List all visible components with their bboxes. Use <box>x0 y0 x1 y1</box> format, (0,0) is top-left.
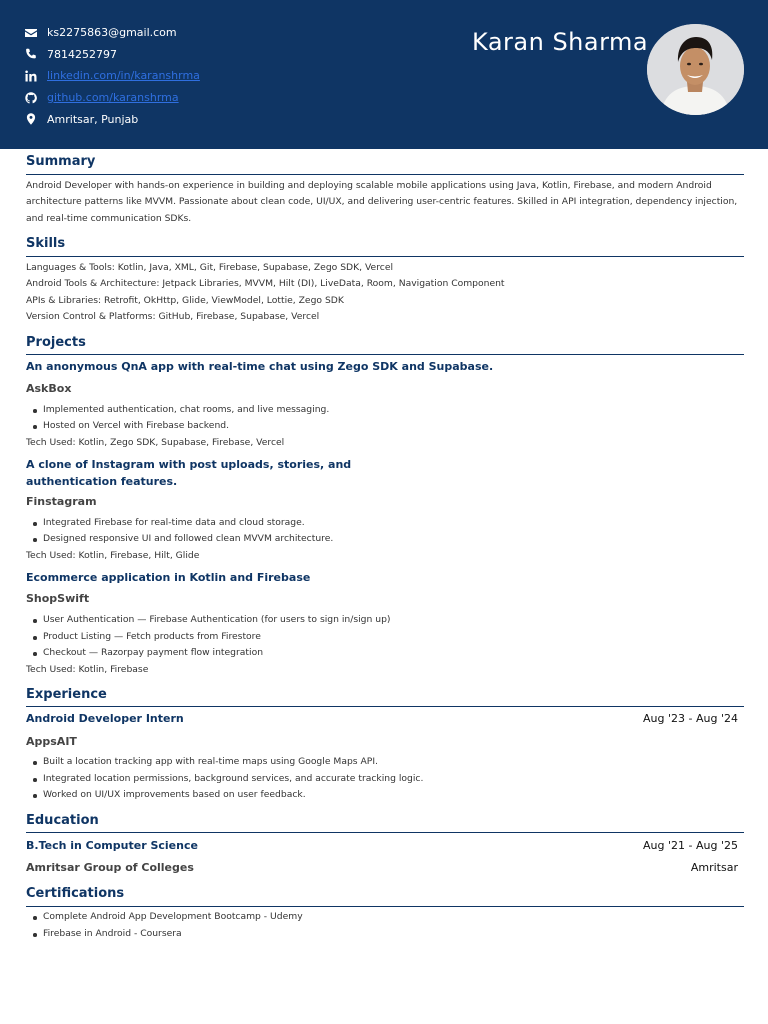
contact-list <box>24 22 200 130</box>
skills-line: Languages & Tools: Kotlin, Java, XML, Git, Firebase, Supabase, Zego SDK, Vercel <box>26 262 394 273</box>
project-name: ShopSwift <box>26 592 90 605</box>
skills-line: Android Tools & Architecture: Jetpack Libraries, MVVM, Hilt (DI), LiveData, Room, Navigation Component <box>26 278 505 289</box>
school-location: Amritsar <box>690 861 738 874</box>
job-dates: Aug '23 - Aug '24 <box>643 712 738 725</box>
projects-heading: Projects <box>26 335 86 350</box>
list-item: Built a location tracking app with real-time maps using Google Maps API. <box>43 756 378 767</box>
email-text: ks2275863@gmail.com <box>47 26 177 40</box>
contact-email <box>24 22 200 44</box>
map-pin-icon <box>24 112 38 126</box>
linkedin-icon <box>24 69 38 83</box>
education-dates: Aug '21 - Aug '25 <box>643 839 738 852</box>
certifications-divider <box>26 906 744 907</box>
list-item: Implemented authentication, chat rooms, and live messaging. <box>43 404 330 415</box>
contact-linkedin <box>24 65 200 87</box>
list-item: Product Listing — Fetch products from Firestore <box>43 631 261 642</box>
contact-github <box>24 87 200 109</box>
list-item: Worked on UI/UX improvements based on user feedback. <box>43 789 306 800</box>
linkedin-link[interactable]: linkedin.com/in/karanshrma <box>47 69 200 83</box>
projects-divider <box>26 354 744 355</box>
list-item: Designed responsive UI and followed clean MVVM architecture. <box>43 533 334 544</box>
list-item: Firebase in Android - Coursera <box>43 928 182 939</box>
school-name: Amritsar Group of Colleges <box>26 861 194 874</box>
skills-divider <box>26 256 744 257</box>
github-icon <box>24 91 38 105</box>
summary-heading: Summary <box>26 154 96 169</box>
person-name: Karan Sharma <box>472 28 649 56</box>
experience-divider <box>26 706 744 707</box>
avatar <box>647 24 744 115</box>
location-text: Amritsar, Punjab <box>47 112 139 126</box>
summary-divider <box>26 174 744 175</box>
project-title: Ecommerce application in Kotlin and Firebase <box>26 571 311 584</box>
project-title: An anonymous QnA app with real-time chat using Zego SDK and Supabase. <box>26 360 494 373</box>
project-title: A clone of Instagram with post uploads, stories, and authentication features. <box>26 458 352 488</box>
project-name: Finstagram <box>26 495 97 508</box>
experience-heading: Experience <box>26 687 107 702</box>
envelope-icon <box>24 26 38 40</box>
resume-header <box>0 0 768 149</box>
tech-used: Tech Used: Kotlin, Firebase, Hilt, Glide <box>26 550 200 561</box>
profile-photo <box>647 24 744 115</box>
tech-used: Tech Used: Kotlin, Firebase <box>26 664 149 675</box>
job-role: Android Developer Intern <box>26 712 184 725</box>
list-item: Integrated Firebase for real-time data and cloud storage. <box>43 517 305 528</box>
summary-text: Android Developer with hands-on experience in building and deploying scalable mobile applications using Java, Kotlin, Firebase, and modern Android architecture patterns like MVVM. Passionate about clean code, UI/UX, and delivering user-centric features. Skilled in API integration, dependency injection, and real-time communication SDKs. <box>26 180 738 224</box>
list-item: Checkout — Razorpay payment flow integration <box>43 647 264 658</box>
skills-heading: Skills <box>26 236 66 251</box>
list-item: Integrated location permissions, background services, and accurate tracking logic. <box>43 773 424 784</box>
list-item: User Authentication — Firebase Authentication (for users to sign in/sign up) <box>43 614 391 625</box>
phone-text: 7814252797 <box>47 47 117 61</box>
company-name: AppsAIT <box>26 735 77 748</box>
github-link[interactable]: github.com/karanshrma <box>47 91 179 105</box>
tech-used: Tech Used: Kotlin, Zego SDK, Supabase, Firebase, Vercel <box>26 437 285 448</box>
skills-line: Version Control & Platforms: GitHub, Firebase, Supabase, Vercel <box>26 311 320 322</box>
degree: B.Tech in Computer Science <box>26 839 198 852</box>
phone-icon <box>24 47 38 61</box>
contact-location <box>24 108 200 130</box>
project-name: AskBox <box>26 382 72 395</box>
contact-phone <box>24 44 200 66</box>
list-item: Hosted on Vercel with Firebase backend. <box>43 420 230 431</box>
certifications-heading: Certifications <box>26 886 125 901</box>
skills-line: APIs & Libraries: Retrofit, OkHttp, Glide, ViewModel, Lottie, Zego SDK <box>26 295 344 306</box>
list-item: Complete Android App Development Bootcamp - Udemy <box>43 911 303 922</box>
education-heading: Education <box>26 813 99 828</box>
education-divider <box>26 832 744 833</box>
